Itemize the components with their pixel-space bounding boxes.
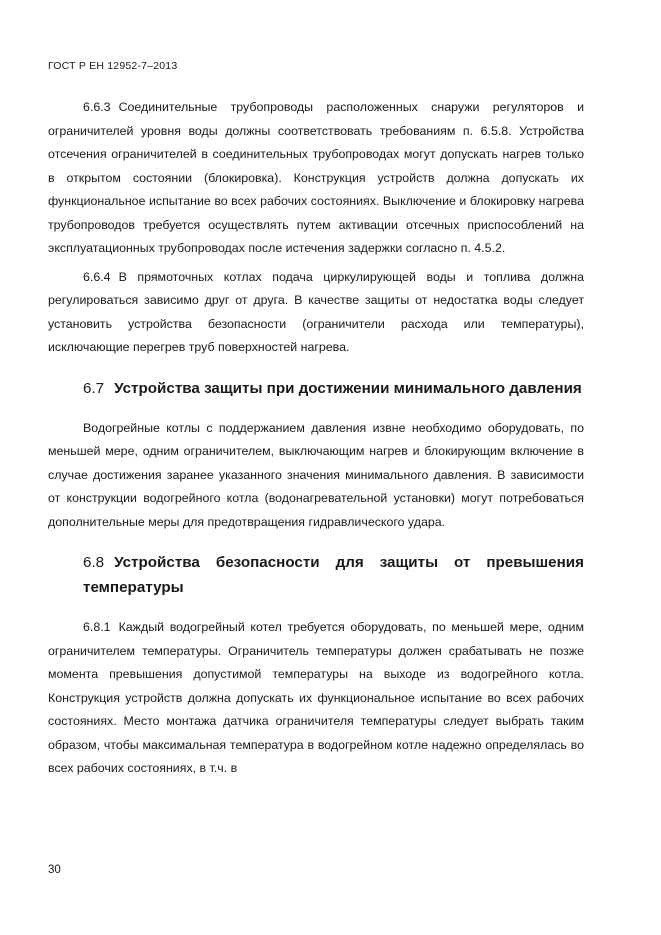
clause-number: 6.8.1 (83, 620, 111, 634)
page-number: 30 (48, 864, 61, 876)
section-title: Устройства защиты при достижении минимального давления (114, 379, 582, 397)
section-heading-6-8 (48, 550, 584, 600)
document-header: ГОСТ Р ЕН 12952-7–2013 (48, 60, 178, 72)
page-content (48, 96, 584, 781)
section-number: 6.8 (83, 554, 105, 571)
paragraph-6-8-1 (48, 616, 584, 781)
section-title: Устройства безопасности для защиты от превышения температуры (83, 554, 584, 596)
paragraph-6-6-4 (48, 266, 584, 360)
clause-number: 6.6.4 (83, 269, 111, 284)
clause-text: Каждый водогрейный котел требуется оборудовать, по меньшей мере, одним ограничителем температуры. Ограничитель температуры должен срабатывать не позже момента превышения допустимой температуры на выходе из водогрейного котла. Конструкция устройств должна допускать их функциональное испытание во всех рабочих состояниях. Место монтажа датчика ограничителя температуры следует выбрать таким образом, чтобы максимальная температура в водогрейном котле надежно определялась во всех рабочих состояниях, в т.ч. в (48, 620, 584, 775)
section-number: 6.7 (83, 379, 105, 397)
clause-text: Соединительные трубопроводы расположенных снаружи регуляторов и ограничителей уровня воды должны соответствовать требованиям п. 6.5.8. Устройства отсечения ограничителей в соединительных трубопроводах могут допускать нагрев только в открытом состоянии (блокировка). Конструкция устройств должна допускать их функциональное испытание во всех рабочих состояниях. Выключение и блокировку нагрева трубопроводов требуется осуществлять путем активации отсечных приспособлений на эксплуатационных трубопроводах после истечения задержки согласно п. 4.5.2. (48, 100, 584, 255)
paragraph-6-6-3 (48, 96, 584, 261)
clause-number: 6.6.3 (83, 100, 111, 114)
clause-text: В прямоточных котлах подача циркулирующей воды и топлива должна регулироваться зависимо друг от друга. В качестве защиты от недостатка воды следует установить устройства безопасности (ограничители расхода или температуры), исключающие перегрев труб поверхностей нагрева. (48, 269, 584, 354)
paragraph-6-7: Водогрейные котлы с поддержанием давления извне необходимо оборудовать, по меньшей мере, одним ограничителем, выключающим нагрев и блокирующим включение в случае достижения заранее указанного значения минимального давления. В зависимости от конструкции водогрейного котла (водонагревательной установки) могут потребоваться дополнительные меры для предотвращения гидравлического удара. (48, 420, 584, 529)
section-heading-6-7 (48, 376, 584, 401)
